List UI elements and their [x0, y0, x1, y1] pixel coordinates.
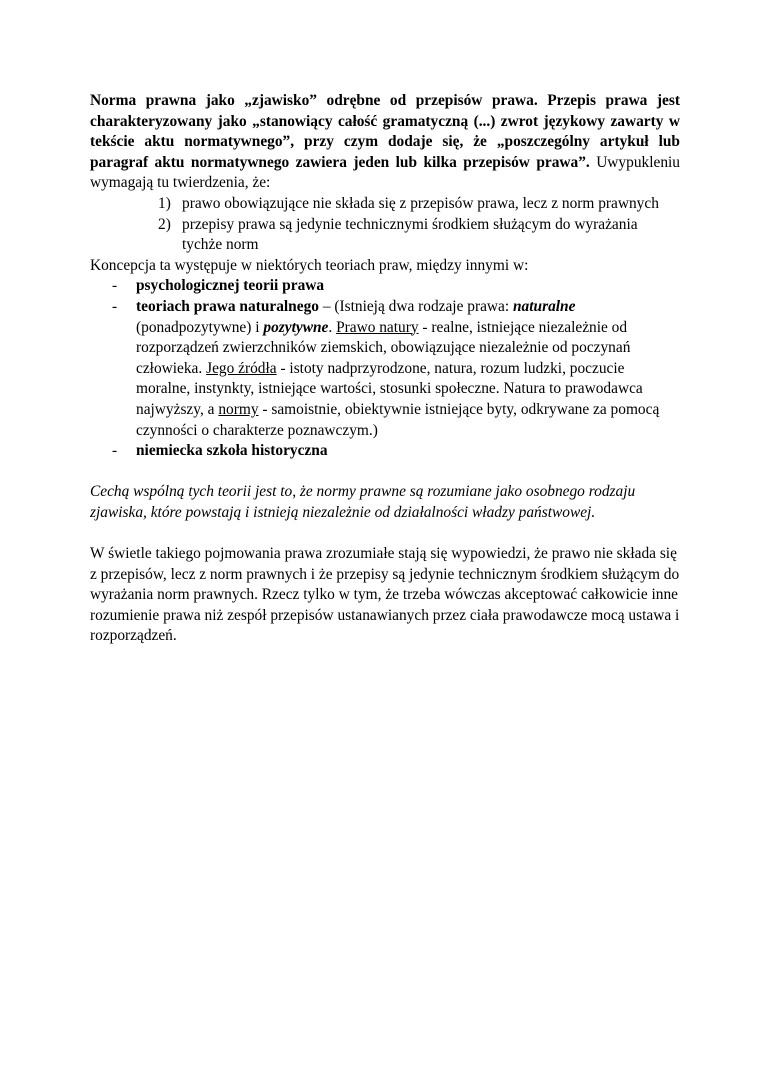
- theory-natural-law-title: teoriach prawa naturalnego: [136, 297, 319, 315]
- text-span: (ponadpozytywne) i: [136, 318, 264, 336]
- italic-paragraph: Cechą wspólną tych teorii jest to, że normy prawne są rozumiane jako osobnego rodzaju zjawiska, które powstają i istnieją niezależnie od działalności władzy państwowej.: [90, 483, 636, 521]
- term-pozytywne: pozytywne: [263, 318, 329, 336]
- text-span: .: [328, 318, 337, 336]
- list-item-text: przepisy prawa są jedynie technicznymi środkiem służącym do wyrażania tychże norm: [182, 215, 638, 254]
- list-item-text: prawo obowiązujące nie składa się z przepisów prawa, lecz z norm prawnych: [182, 194, 659, 212]
- text-span: - samoistnie, obiektywnie istniejące byty, odkrywane za pomocą czynności o charakterze poznawczym.): [136, 400, 660, 439]
- list-marker: -: [112, 297, 118, 315]
- intro-bold-text: Norma prawna jako „zjawisko” odrębne od przepisów prawa. Przepis prawa jest charakteryzowany jako „stanowiący całość gramatyczną (...) zwrot językowy zawarty w tekście aktu normatywnego”, przy czym dodaje się, że „poszczególny artykuł lub paragraf aktu normatywnego zawiera jeden lub kilka przepisów prawa”.: [90, 92, 680, 171]
- list-item: [158, 215, 680, 256]
- theory-natural-law: [136, 297, 680, 441]
- koncepcja-line: Koncepcja ta występuje w niektórych teoriach praw, między innymi w:: [90, 256, 529, 274]
- intro-plain-text: Uwypukleniu wymagają tu twierdzenia, że:: [90, 153, 680, 192]
- term-prawo-natury: Prawo natury: [336, 318, 419, 336]
- intro-paragraph: [90, 91, 680, 194]
- text-span: - istoty nadprzyrodzone, natura, rozum ludzki, poczucie moralne, instynkty, istniejące wartości, stosunki społeczne. Natura to prawodawca najwyższy, a: [136, 359, 643, 418]
- list-item: [112, 441, 680, 462]
- list-marker: -: [112, 442, 118, 460]
- final-paragraph: W świetle takiego pojmowania prawa zrozumiałe stają się wypowiedzi, że prawo nie składa się z przepisów, lecz z norm prawnych i że przepisy są jedynie technicznym środkiem służącym do wyrażania norm prawnych. Rzecz tylko w tym, że trzeba wówczas akceptować całkowicie inne rozumienie prawa niż zespół przepisów ustanawianych przez ciała prawodawcze mocą ustawa i rozporządzeń.: [90, 545, 680, 645]
- list-item: [112, 297, 680, 441]
- text-span: – (Istnieją dwa rodzaje prawa:: [318, 297, 513, 315]
- list-marker: -: [112, 277, 118, 295]
- list-item: [158, 194, 680, 215]
- text-span: - realne, istniejące niezależnie od rozporządzeń zwierzchników ziemskich, obowiązujące niezależnie od poczynań człowieka.: [136, 318, 631, 377]
- list-marker: 1): [158, 194, 171, 212]
- theories-list: [90, 276, 680, 461]
- term-naturalne: naturalne: [512, 297, 576, 315]
- list-marker: 2): [158, 215, 171, 233]
- theory-psychological: psychologicznej teorii prawa: [136, 277, 325, 295]
- term-normy: normy: [218, 400, 259, 418]
- term-jego-zrodla: Jego źródła: [206, 359, 277, 377]
- document-page: [90, 91, 680, 647]
- theory-historical-school: niemiecka szkoła historyczna: [136, 442, 328, 460]
- claims-list: [90, 194, 680, 256]
- list-item: [112, 276, 680, 297]
